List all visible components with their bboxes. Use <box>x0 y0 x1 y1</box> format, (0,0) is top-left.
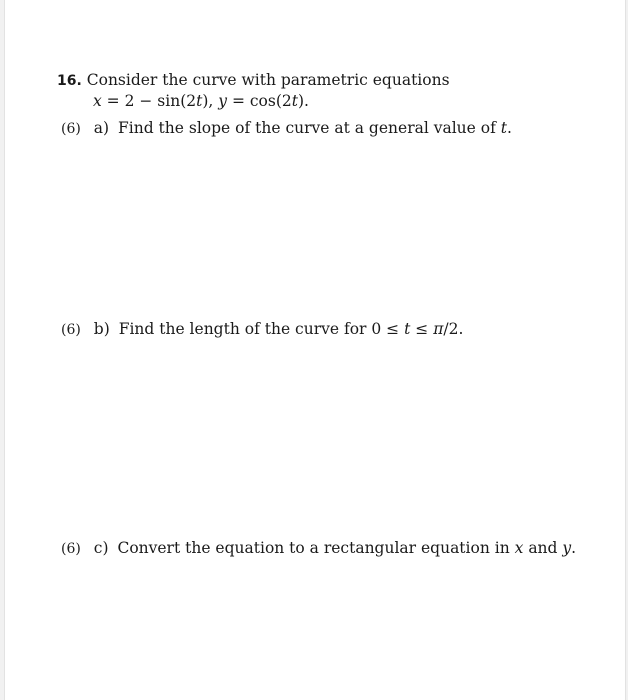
x-equation-t: t <box>196 92 203 110</box>
document-page <box>4 0 626 700</box>
part-b-points: (6) <box>61 322 81 338</box>
y-equation-prefix: = cos(2 <box>227 92 292 110</box>
part-b-range-tail: /2. <box>443 320 464 338</box>
question-number: 16. <box>57 73 82 89</box>
part-c-var-y: y <box>562 539 572 557</box>
part-a-label: a) <box>93 119 110 137</box>
y-variable: y <box>218 92 228 110</box>
question-heading <box>57 70 450 91</box>
part-b-label: b) <box>93 320 110 338</box>
part-b <box>61 319 463 340</box>
part-a <box>61 118 512 139</box>
part-b-variable: t <box>404 320 411 338</box>
part-a-text: Find the slope of the curve at a general value of <box>118 119 496 137</box>
part-c-label: c) <box>93 539 109 557</box>
part-c-text: Convert the equation to a rectangular equation in <box>117 539 510 557</box>
part-b-range-end: ≤ <box>415 320 429 338</box>
x-equation-suffix: ), <box>202 92 214 110</box>
x-equation-prefix: = 2 − sin(2 <box>101 92 197 110</box>
part-c-points: (6) <box>61 541 81 557</box>
part-a-points: (6) <box>61 121 81 137</box>
part-c-end: . <box>571 539 577 557</box>
x-variable: x <box>93 92 102 110</box>
part-b-range-start: 0 ≤ <box>371 320 400 338</box>
part-b-text: Find the length of the curve for <box>118 320 367 338</box>
y-equation-t: t <box>291 92 298 110</box>
part-b-pi: π <box>433 320 444 338</box>
y-equation-suffix: ). <box>297 92 309 110</box>
part-a-variable: t <box>500 119 507 137</box>
part-c <box>61 538 576 559</box>
part-a-end: . <box>507 119 512 137</box>
question-intro: Consider the curve with parametric equations <box>86 71 450 89</box>
part-c-and: and <box>528 539 558 557</box>
part-c-var-x: x <box>514 539 524 557</box>
parametric-equations <box>93 91 309 111</box>
